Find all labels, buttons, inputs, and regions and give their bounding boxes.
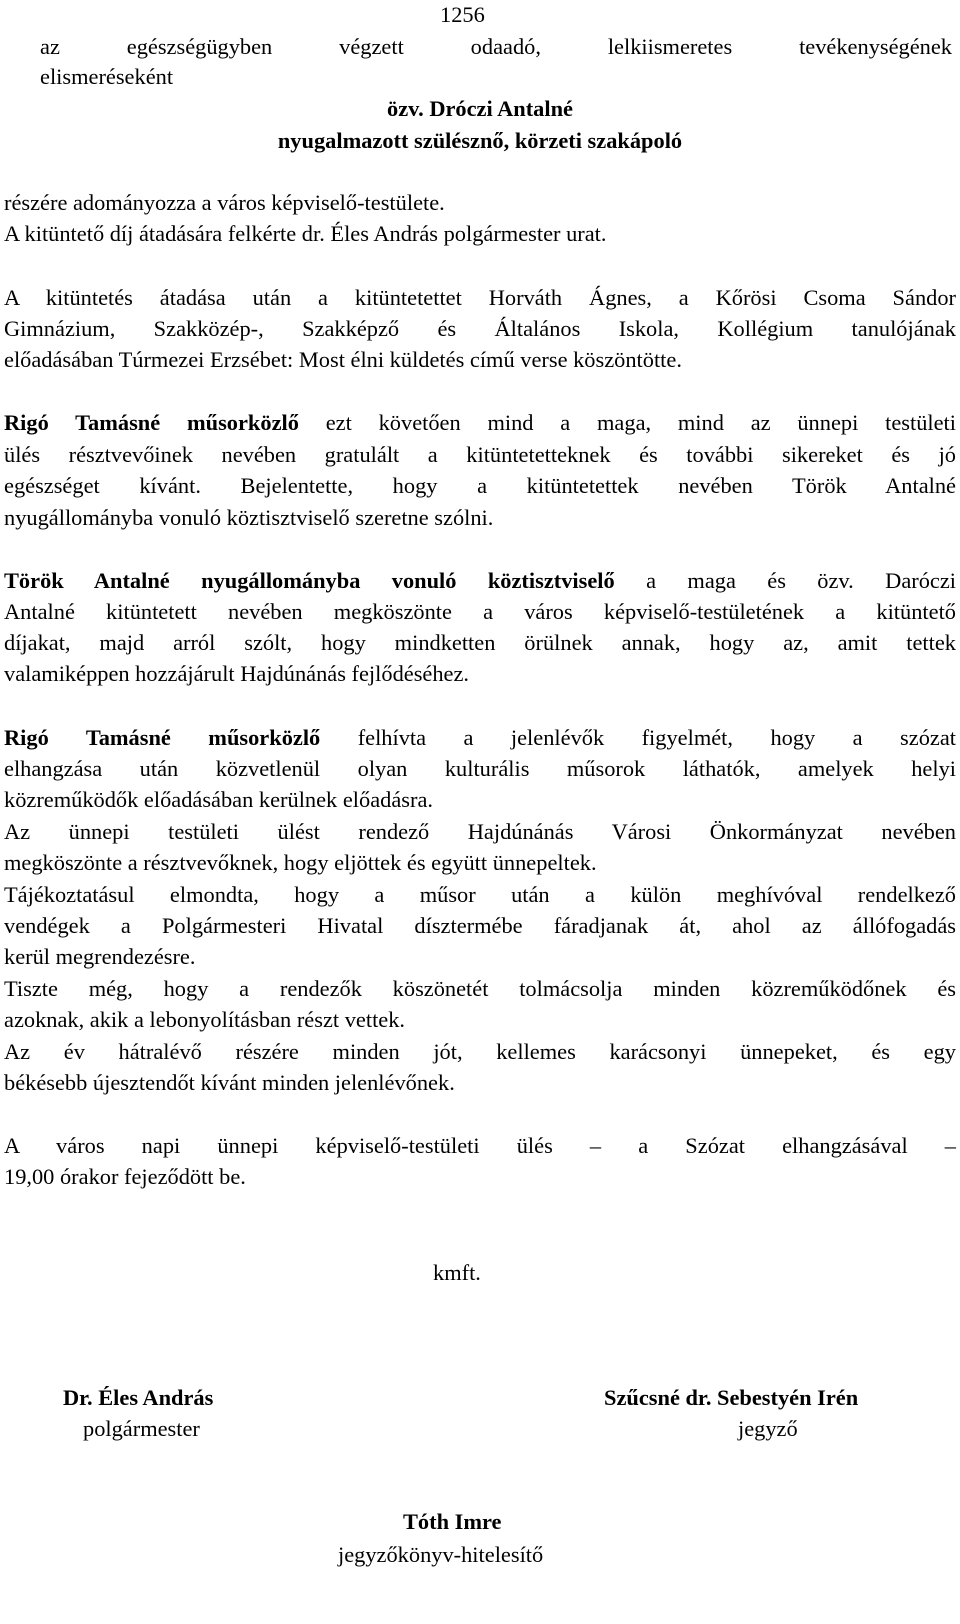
signature-bottom-name: Tóth Imre	[403, 1509, 502, 1534]
para-e-line-1	[4, 723, 956, 753]
para-a-line-1: részére adományozza a város képviselő-testülete.	[4, 190, 445, 215]
para-e-line-7: vendégek a Polgármesteri Hivatal dísztermébe fáradjanak át, ahol az állófogadás	[4, 913, 956, 938]
para-a-line-2: A kitüntető díj átadására felkérte dr. Éles András polgármester urat.	[4, 221, 607, 246]
para-e-line-2: elhangzása után közvetlenül olyan kulturális műsorok láthatók, amelyek helyi	[4, 756, 956, 781]
para-e-line-11: Az év hátralévő részére minden jót, kellemes karácsonyi ünnepeket, és egy	[4, 1039, 956, 1064]
para-e-line-3: közreműködők előadásában kerülnek előadásra.	[4, 787, 433, 812]
para-e-line-10: azoknak, akik a lebonyolításban részt vettek.	[4, 1007, 406, 1032]
para-b-line-2: Gimnázium, Szakközép-, Szakképző és Általános Iskola, Kollégium tanulójának	[4, 316, 956, 341]
para-e-line-6: Tájékoztatásul elmondta, hogy a műsor után a külön meghívóval rendelkező	[4, 882, 956, 907]
para-e-line-4: Az ünnepi testületi ülést rendező Hajdúnánás Városi Önkormányzat nevében	[4, 819, 956, 844]
para-c-line-3: egészséget kívánt. Bejelentette, hogy a kitüntetettek nevében Török Antalné	[4, 473, 956, 498]
para-d-line-2: Antalné kitüntetett nevében megköszönte a város képviselő-testületének a kitüntető	[4, 599, 956, 624]
speaker-name: Török Antalné nyugállományba vonuló köztisztviselő	[4, 568, 615, 593]
para-c-line-4: nyugállományba vonuló köztisztviselő szeretne szólni.	[4, 505, 494, 530]
intro-line-1: az egészségügyben végzett odaadó, lelkiismeretes tevékenységének	[40, 34, 952, 59]
para-e-line-12: békésebb újesztendőt kívánt minden jelenlévőnek.	[4, 1070, 455, 1095]
para-e-line-9: Tiszte még, hogy a rendezők köszönetét tolmácsolja minden közreműködőnek és	[4, 976, 956, 1001]
para-c-line-2: ülés résztvevőinek nevében gratulált a kitüntetetteknek és további sikereket és jó	[4, 442, 956, 467]
page-number: 1256	[440, 2, 485, 27]
para-d-line-3: díjakat, majd arról szólt, hogy mindketten örülnek annak, hogy az, amit tettek	[4, 630, 956, 655]
signature-right-title: jegyző	[738, 1416, 798, 1441]
para-b-line-1: A kitüntetés átadása után a kitüntetettet Horváth Ágnes, a Kőrösi Csoma Sándor	[4, 285, 956, 310]
signature-right-name: Szűcsné dr. Sebestyén Irén	[604, 1385, 859, 1410]
intro-line-2: elismeréseként	[40, 64, 174, 89]
para-d-line-4: valamiképpen hozzájárult Hajdúnánás fejlődéséhez.	[4, 661, 470, 686]
awardee-role: nyugalmazott szülésznő, körzeti szakápoló	[277, 128, 683, 153]
signature-left-title: polgármester	[83, 1416, 200, 1441]
closing-line-2: 19,00 órakor fejeződött be.	[4, 1164, 246, 1189]
para-c-line-1-rest: ezt követően mind a maga, mind az ünnepi testületi	[298, 410, 956, 435]
closing-line-1: A város napi ünnepi képviselő-testületi ülés – a Szózat elhangzásával –	[4, 1133, 956, 1158]
speaker-name: Rigó Tamásné műsorközlő	[4, 410, 299, 435]
para-d-line-1	[4, 566, 956, 596]
speaker-name: Rigó Tamásné műsorközlő	[4, 725, 321, 750]
para-b-line-3: előadásában Túrmezei Erzsébet: Most élni küldetés című verse köszöntötte.	[4, 347, 682, 372]
para-e-line-8: kerül megrendezésre.	[4, 944, 196, 969]
para-d-line-1-rest: a maga és özv. Daróczi	[614, 568, 957, 593]
awardee-name: özv. Dróczi Antalné	[387, 96, 573, 121]
signature-left-name: Dr. Éles András	[63, 1385, 214, 1410]
para-e-line-5: megköszönte a résztvevőknek, hogy eljöttek és együtt ünnepeltek.	[4, 850, 597, 875]
kmft-text: kmft.	[433, 1260, 481, 1285]
signature-bottom-title: jegyzőkönyv-hitelesítő	[338, 1542, 544, 1567]
para-e-line-1-rest: felhívta a jelenlévők figyelmét, hogy a szózat	[320, 725, 956, 750]
para-c-line-1	[4, 408, 956, 438]
